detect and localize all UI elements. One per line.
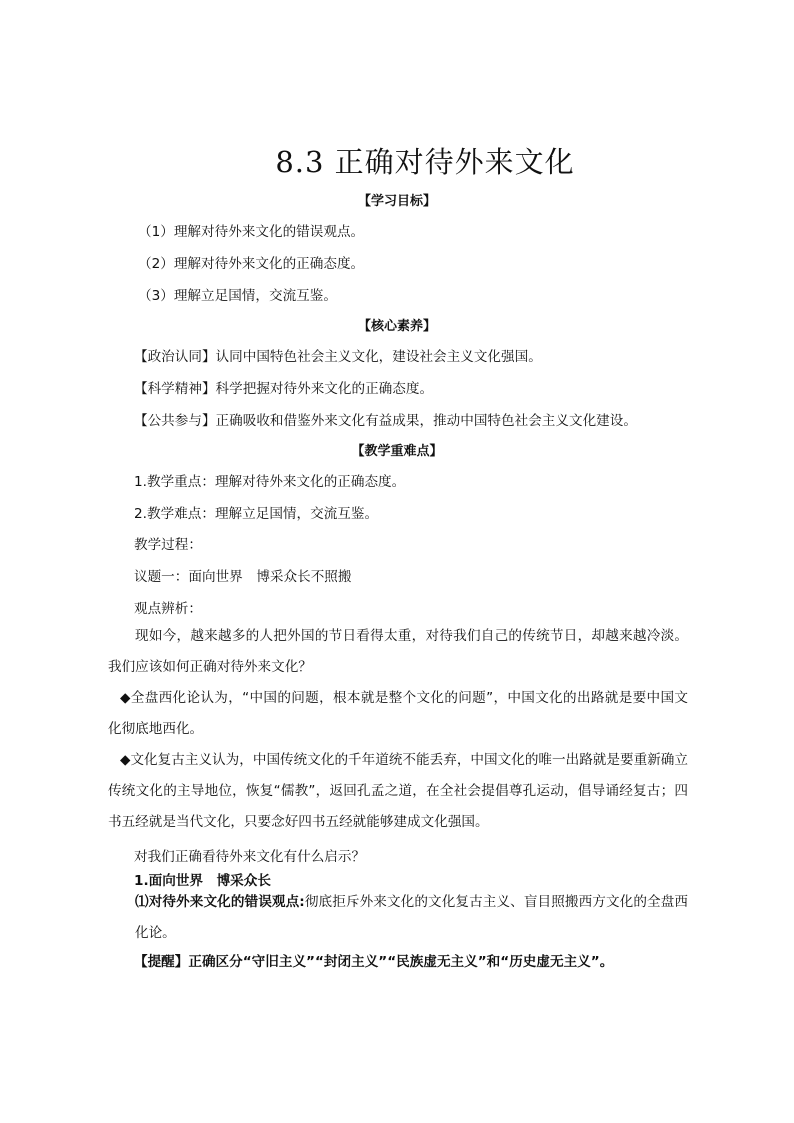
- point-one-label: ⑴对待外来文化的错误观点:: [135, 894, 305, 910]
- learning-goals-heading: 【学习目标】: [357, 194, 436, 209]
- view-restoration-paragraph: ◆文化复古主义认为，中国传统文化的千年道统不能丢弃，中国文化的唯一出路就是要重新确立传统文化的主导地位，恢复“儒教”，返回孔孟之道，在全社会提倡尊孔运动，倡导诵经复古；四书五经就是当代文化，只要念好四书五经就能够建成文化强国。: [108, 752, 688, 830]
- intro-paragraph: 现如今，越来越多的人把外国的节日看得太重，对待我们自己的传统节日，却越来越冷淡。我们应该如何正确对待外来文化？: [108, 628, 688, 675]
- goal-item-2: （2）理解对待外来文化的正确态度。: [138, 256, 365, 272]
- viewpoint-label: 观点辨析：: [134, 601, 202, 617]
- key-difficult-heading: 【教学重难点】: [351, 444, 443, 459]
- view-westernization-paragraph: ◆全盘西化论认为，“中国的问题，根本就是整个文化的问题”，中国文化的出路就是要中国文化彻底地西化。: [108, 690, 688, 737]
- literacy-item-political: 【政治认同】认同中国特色社会主义文化，建设社会主义文化强国。: [134, 349, 542, 365]
- literacy-item-science: 【科学精神】科学把握对待外来文化的正确态度。: [134, 381, 434, 397]
- point-one-text: 彻底拒斥外来文化的文化复古主义、盲目照搬西方文化的全盘西化论。: [135, 894, 689, 941]
- process-label: 教学过程：: [134, 537, 202, 553]
- goal-item-1: （1）理解对待外来文化的错误观点。: [138, 224, 365, 240]
- core-literacy-heading: 【核心素养】: [357, 319, 436, 334]
- key-point-item: 1.教学重点：理解对待外来文化的正确态度。: [134, 474, 406, 490]
- point-one-paragraph: [108, 887, 688, 949]
- literacy-item-public: 【公共参与】正确吸收和借鉴外来文化有益成果，推动中国特色社会主义文化建设。: [134, 413, 637, 429]
- document-title: 8.3 正确对待外来文化: [275, 145, 575, 179]
- difficult-point-item: 2.教学难点：理解立足国情，交流互鉴。: [134, 506, 379, 522]
- reminder-line: 【提醒】正确区分“守旧主义”“封闭主义”“民族虚无主义”和“历史虚无主义”。: [134, 954, 614, 970]
- topic-one: 议题一：面向世界 博采众长不照搬: [134, 569, 352, 585]
- goal-item-3: （3）理解立足国情，交流互鉴。: [138, 288, 337, 304]
- question-line: 对我们正确看待外来文化有什么启示？: [134, 849, 366, 865]
- subheading-one: 1.面向世界 博采众长: [134, 873, 271, 889]
